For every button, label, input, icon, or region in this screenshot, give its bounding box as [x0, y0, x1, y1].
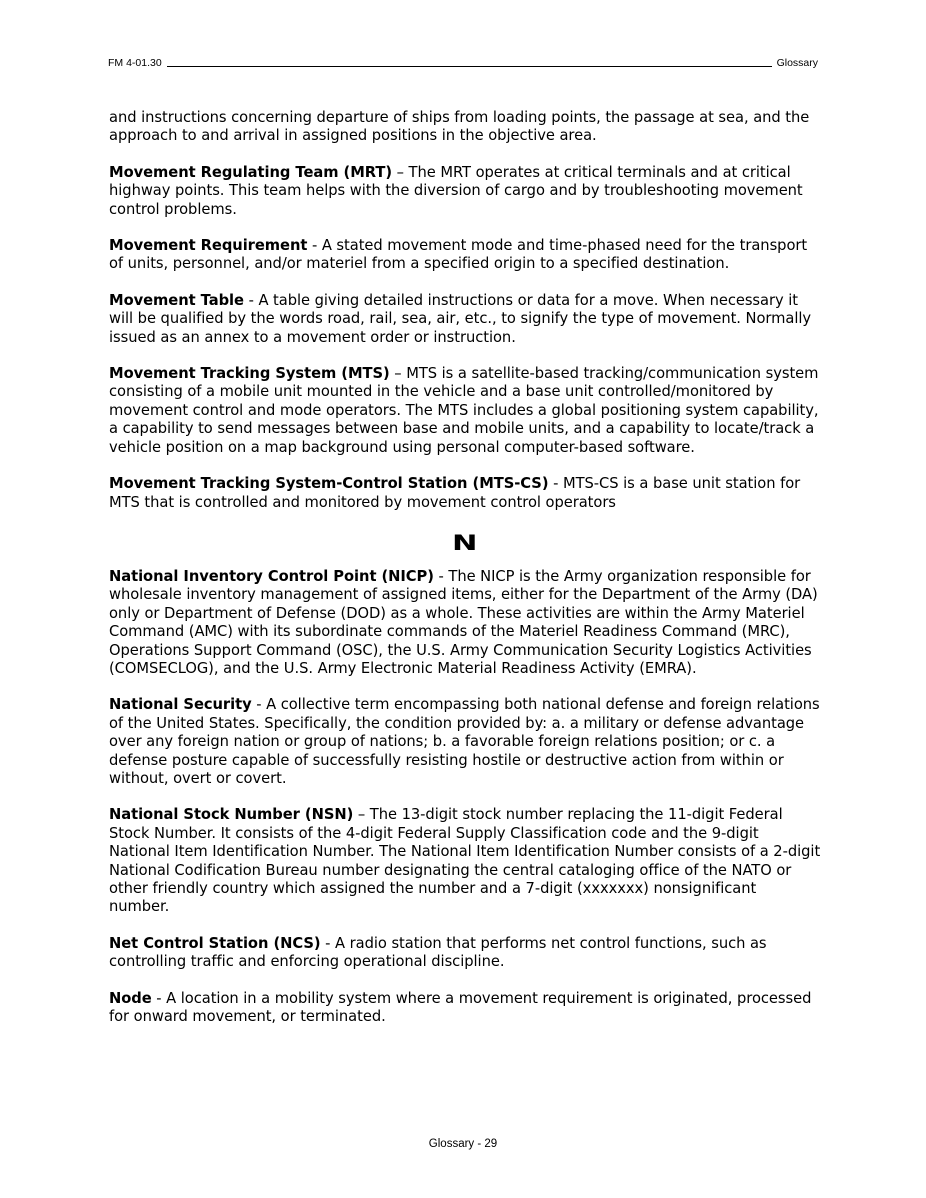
glossary-term: Movement Table — [109, 291, 244, 309]
glossary-definition: - The NICP is the Army organization responsible for wholesale inventory management of assigned items, either for the Department of the Army (DA) only or Department of Defense (DOD) as a whole. These activities are within the Army Materiel Command (AMC) with its subordinate commands of the Materiel Readiness Command (MRC), Operations Support Command (OSC), the U.S. Army Communication Security Logistics Activities (COMSECLOG), and the U.S. Army Electronic Material Readiness Activity (EMRA). — [109, 567, 818, 677]
glossary-entry — [109, 806, 821, 916]
glossary-definition: - A table giving detailed instructions or data for a move. When necessary it will be qualified by the words road, rail, sea, air, etc., to signify the type of movement. Normally issued as an annex to a movement order or instruction. — [109, 291, 812, 346]
page-number: Glossary - 29 — [428, 1138, 498, 1150]
glossary-definition: - A location in a mobility system where a movement requirement is originated, processed for onward movement, or terminated. — [109, 989, 812, 1026]
glossary-definition: - A radio station that performs net control functions, such as controlling traffic and enforcing operational discipline. — [109, 934, 767, 971]
glossary-definition: - A stated movement mode and time-phased need for the transport of units, personnel, and/or materiel from a specified origin to a specified destination. — [109, 237, 808, 273]
glossary-entry — [109, 568, 821, 678]
glossary-term: National Security — [109, 696, 252, 714]
glossary-entry — [109, 990, 821, 1027]
header-rule — [167, 66, 772, 67]
continued-text: and instructions concerning departure of ships from loading points, the passage at sea, and the approach to and arrival in assigned positions in the objective area. — [109, 109, 810, 145]
glossary-entry — [109, 237, 821, 274]
glossary-term: Net Control Station (NCS) — [109, 934, 321, 952]
glossary-entry — [109, 696, 821, 788]
glossary-definition: - MTS-CS is a base unit station for MTS that is controlled and monitored by movement control operators — [109, 475, 801, 511]
header-document-id: FM 4-01.30 — [108, 57, 162, 69]
glossary-term: Node — [109, 989, 152, 1007]
glossary-entry — [109, 164, 821, 219]
glossary-definition: - A collective term encompassing both national defense and foreign relations of the United States. Specifically, the condition provided by: a. a military or defense advantage over any foreign nation or group of nations; b. a favorable foreign relations position; or c. a defense posture capable of successfully resisting hostile or destructive action from within or without, overt or covert. — [109, 696, 820, 787]
glossary-term: Movement Regulating Team (MRT) — [109, 163, 392, 181]
page-header — [108, 55, 818, 69]
header-section-title: Glossary — [776, 57, 818, 69]
section-letter-heading — [109, 530, 821, 556]
glossary-definition: – MTS is a satellite-based tracking/communication system consisting of a mobile unit mounted in the vehicle and a base unit controlled/monitored by movement control and mode operators. The MTS includes a global positioning system capability, a capability to send messages between base and mobile units, and a capability to locate/track a vehicle position on a map background using personal computer-based software. — [109, 365, 819, 456]
glossary-entry — [109, 292, 821, 347]
glossary-term: Movement Tracking System-Control Station (MTS-CS) — [109, 475, 549, 493]
glossary-content — [109, 109, 821, 1044]
glossary-term: National Inventory Control Point (NICP) — [109, 567, 434, 585]
section-letter: N — [452, 530, 478, 555]
glossary-definition: – The 13-digit stock number replacing the 11-digit Federal Stock Number. It consists of the 4-digit Federal Supply Classification code and the 9-digit National Item Identification Number. The National Item Identification Number consists of a 2-digit National Codification Bureau number designating the central cataloging office of the NATO or other friendly country which assigned the number and a 7-digit (xxxxxxx) nonsignificant number. — [109, 806, 821, 916]
page-footer — [0, 1138, 926, 1150]
glossary-entry — [109, 935, 821, 972]
glossary-entry — [109, 365, 821, 457]
glossary-term: Movement Tracking System (MTS) — [109, 365, 390, 383]
glossary-term: National Stock Number (NSN) — [109, 806, 354, 824]
glossary-definition: – The MRT operates at critical terminals and at critical highway points. This team helps with the diversion of cargo and by troubleshooting movement control problems. — [109, 163, 803, 218]
glossary-term: Movement Requirement — [109, 237, 308, 255]
glossary-entry — [109, 475, 821, 512]
